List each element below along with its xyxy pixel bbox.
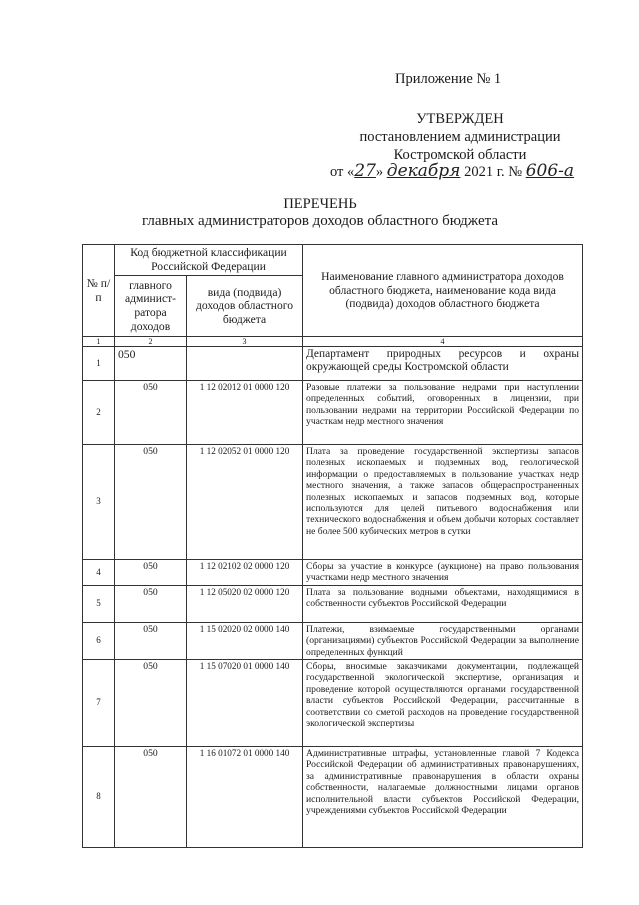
row-number: 1 [83, 347, 115, 381]
doc-number-handwritten: 606-а [525, 161, 575, 181]
column-number-row [83, 337, 583, 347]
income-code: 1 12 02102 02 0000 120 [187, 560, 303, 586]
table-head-row-1 [83, 245, 583, 276]
table-row [83, 660, 583, 747]
row-number: 6 [83, 622, 115, 659]
income-code [187, 347, 303, 381]
income-code: 1 15 02020 02 0000 140 [187, 622, 303, 659]
row-number: 7 [83, 660, 115, 747]
head-num: № п/п [83, 245, 115, 337]
income-name: Сборы за участие в конкурсе (аукционе) на право пользования участками недр местного значения [303, 560, 583, 586]
income-name: Плата за пользование водными объектами, находящимися в собственности субъектов Российской Федерации [303, 585, 583, 622]
date-month-handwritten: декабря [386, 161, 461, 181]
row-number: 8 [83, 747, 115, 848]
row-number: 5 [83, 585, 115, 622]
table-row [83, 585, 583, 622]
table-row [83, 747, 583, 848]
admin-code: 050 [115, 747, 187, 848]
head-income-code: вида (подвида) доходов областного бюджета [187, 276, 303, 337]
col-number: 1 [83, 337, 115, 347]
row-number: 4 [83, 560, 115, 586]
admin-code: 050 [115, 445, 187, 560]
table-row [83, 560, 583, 586]
approval-date-line [330, 162, 600, 181]
income-name: Платежи, взимаемые государственными органами (организациями) субъектов Российской Федерации за выполнение определенных функций [303, 622, 583, 659]
approved-by: постановлением администрации [359, 129, 561, 145]
row-number: 2 [83, 381, 115, 445]
admin-code: 050 [115, 660, 187, 747]
col-number: 2 [115, 337, 187, 347]
date-prefix: от « [330, 164, 355, 180]
admin-code: 050 [115, 347, 187, 381]
admin-code: 050 [115, 622, 187, 659]
income-code: 1 12 05020 02 0000 120 [187, 585, 303, 622]
head-admin-code: главного админист-ратора доходов [115, 276, 187, 337]
document-subtitle: главных администраторов доходов областного бюджета [141, 213, 498, 229]
admin-code: 050 [115, 381, 187, 445]
date-year: 2021 г. № [460, 164, 526, 180]
admin-code: 050 [115, 560, 187, 586]
income-name: Разовые платежи за пользование недрами при наступлении определенных событий, оговоренных в лицензии, при пользовании недрами на территории Российской Федерации по участкам недр местного значения [303, 381, 583, 445]
table-row [83, 445, 583, 560]
administrators-table [82, 244, 583, 848]
date-day-handwritten: 27 [354, 161, 376, 181]
table-row [83, 622, 583, 659]
income-code: 1 16 01072 01 0000 140 [187, 747, 303, 848]
date-mid: » [375, 164, 387, 180]
annex-label: Приложение № 1 [395, 71, 502, 87]
table-row [83, 381, 583, 445]
head-code-group: Код бюджетной классификации Российской Федерации [115, 245, 303, 276]
head-name: Наименование главного администратора доходов областного бюджета, наименование кода вида (подвида) доходов областного бюджета [303, 245, 583, 337]
approved-stamp: УТВЕРЖДЕН [416, 111, 504, 127]
col-number: 4 [303, 337, 583, 347]
region-name: Костромской области [393, 147, 527, 163]
income-name: Департамент природных ресурсов и охраны окружающей среды Костромской области [303, 347, 583, 381]
income-code: 1 12 02052 01 0000 120 [187, 445, 303, 560]
income-name: Административные штрафы, установленные главой 7 Кодекса Российской Федерации об административных правонарушениях, за административные правонарушения в области охраны собственности, налагаемые должностными лицами органов исполнительной власти субъектов Российской Федерации, учреждениями субъектов Российской Федерации [303, 747, 583, 848]
income-code: 1 15 07020 01 0000 140 [187, 660, 303, 747]
income-code: 1 12 02012 01 0000 120 [187, 381, 303, 445]
document-title: ПЕРЕЧЕНЬ [283, 196, 357, 212]
admin-code: 050 [115, 585, 187, 622]
row-number: 3 [83, 445, 115, 560]
income-name: Сборы, вносимые заказчиками документации, подлежащей государственной экологической экспертизе, организация и проведение которой осуществляются органами государственной власти субъектов Российской Федерации, рассчитанные в соответствии со сметой расходов на проведение государственной экологической экспертизы [303, 660, 583, 747]
income-name: Плата за проведение государственной экспертизы запасов полезных ископаемых и подземных вод, геологической информации о предоставляемых в пользование участках недр местного значения, а также запасов общераспространенных полезных ископаемых и запасов подземных вод, которые используются для целей питьевого водоснабжения или технического водоснабжения и объем добычи которых составляет не более 500 кубических метров в сутки [303, 445, 583, 560]
table-row [83, 347, 583, 381]
col-number: 3 [187, 337, 303, 347]
